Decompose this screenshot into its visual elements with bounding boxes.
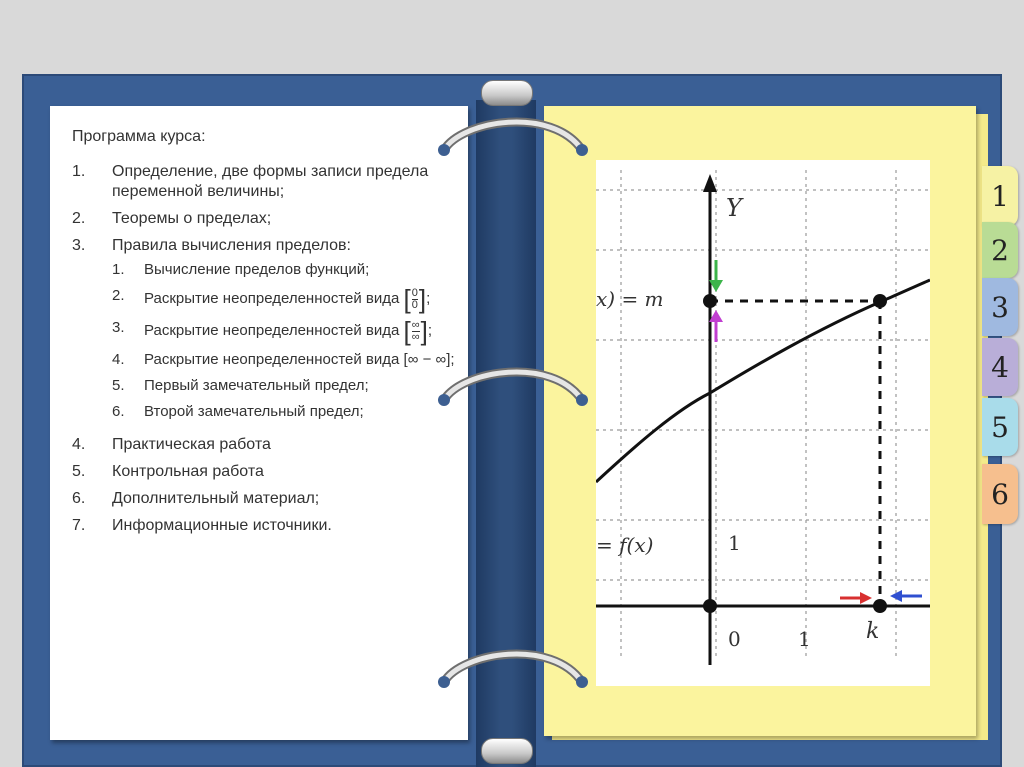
tab-1-label: 1 <box>991 179 1009 213</box>
left-page <box>50 106 468 740</box>
program-item-4[interactable] <box>72 435 458 455</box>
fraction-bottom: 0 <box>411 298 418 311</box>
sub-number: 6. <box>112 403 125 420</box>
list-text: Правила вычисления пределов: <box>112 237 351 254</box>
tab-3[interactable] <box>982 278 1018 336</box>
sub-tail: ; <box>427 321 433 339</box>
limit-graph-svg <box>596 160 930 686</box>
tab-5-label: 5 <box>991 410 1009 444</box>
bracket-left: [ <box>403 284 411 314</box>
list-text: Практическая работа <box>112 436 271 453</box>
tab-4-label: 4 <box>991 350 1009 384</box>
program-item-5[interactable] <box>72 462 458 482</box>
fraction-top: 0 <box>411 286 418 299</box>
sub-number: 5. <box>112 377 125 394</box>
sub-item-6[interactable] <box>112 402 458 422</box>
sub-item-3[interactable] <box>112 318 458 344</box>
limit-label: x) = m <box>596 287 664 311</box>
sub-list <box>112 260 458 422</box>
sub-item-2[interactable] <box>112 286 458 312</box>
tab-4[interactable] <box>982 338 1018 396</box>
program-item-7[interactable] <box>72 516 458 536</box>
fraction-top: ∞ <box>411 318 420 331</box>
tab-6-label: 6 <box>991 477 1009 511</box>
binder-ring-top-icon <box>432 106 602 176</box>
limit-graph <box>596 160 930 686</box>
sub-text: Раскрытие неопределенностей вида <box>144 289 400 307</box>
tab-2-label: 2 <box>991 233 1009 267</box>
sub-text-wrap <box>144 286 430 312</box>
arrow-left-blue-icon <box>890 590 922 602</box>
list-text: Определение, две формы записи предела переменной величины; <box>112 163 429 200</box>
list-text: Дополнительный материал; <box>112 490 320 507</box>
sub-text: Раскрытие неопределенностей вида <box>144 321 400 339</box>
program-item-3[interactable] <box>72 236 458 428</box>
tab-3-label: 3 <box>991 290 1009 324</box>
list-text: Контрольная работа <box>112 463 264 480</box>
program-item-2[interactable] <box>72 209 458 229</box>
sub-number: 1. <box>112 261 125 278</box>
unit-y-label: 1 <box>728 531 741 555</box>
bracket-right: ] <box>420 316 428 346</box>
function-label: = f(x) <box>596 533 654 557</box>
list-text-wrap <box>112 236 458 428</box>
program-item-6[interactable] <box>72 489 458 509</box>
k-label: k <box>866 619 880 644</box>
tab-5[interactable] <box>982 398 1018 456</box>
fraction <box>411 288 419 311</box>
point-k <box>873 599 887 613</box>
unit-x-label: 1 <box>798 627 811 651</box>
tab-6[interactable] <box>982 464 1018 524</box>
program-title: Программа курса: <box>72 128 206 145</box>
program-list <box>72 162 458 536</box>
point-m <box>703 294 717 308</box>
list-text: Информационные источники. <box>112 517 332 534</box>
spine-knob-bottom <box>481 738 533 764</box>
sub-number: 4. <box>112 351 125 368</box>
list-number: 1. <box>72 163 86 180</box>
list-number: 2. <box>72 210 86 227</box>
origin-label: 0 <box>728 627 741 651</box>
fraction-inf-over-inf <box>404 318 428 344</box>
fraction-bottom: ∞ <box>411 330 420 343</box>
list-number: 5. <box>72 463 86 480</box>
point-origin <box>703 599 717 613</box>
list-number: 3. <box>72 237 86 254</box>
tab-2[interactable] <box>982 222 1018 278</box>
list-number: 6. <box>72 490 86 507</box>
point-limit <box>873 294 887 308</box>
y-axis-arrow-icon <box>703 174 717 192</box>
list-number: 4. <box>72 436 86 453</box>
binder-ring-bottom-icon <box>432 638 602 708</box>
sub-item-4[interactable] <box>112 350 458 370</box>
arrow-right-red-icon <box>840 592 872 604</box>
sub-number: 3. <box>112 319 125 336</box>
sub-tail: ; <box>426 289 431 307</box>
bracket-right: ] <box>418 284 427 314</box>
sub-item-5[interactable] <box>112 376 458 396</box>
sub-text: Раскрытие неопределенностей вида [∞ − ∞]; <box>144 351 455 368</box>
fraction-zero-over-zero <box>404 286 427 312</box>
sub-text: Первый замечательный предел; <box>144 377 369 394</box>
list-number: 7. <box>72 517 86 534</box>
program-item-1[interactable] <box>72 162 458 202</box>
bracket-left: [ <box>403 316 411 346</box>
y-axis-label: Y <box>726 194 742 222</box>
course-program <box>72 128 458 543</box>
sub-text: Вычисление пределов функций; <box>144 261 370 278</box>
sub-item-1[interactable] <box>112 260 458 280</box>
list-text: Теоремы о пределах; <box>112 210 272 227</box>
sub-text-wrap <box>144 318 432 344</box>
fraction <box>411 320 421 343</box>
spine-knob-top <box>481 80 533 106</box>
binder-ring-middle-icon <box>432 356 602 426</box>
sub-text: Второй замечательный предел; <box>144 403 364 420</box>
tab-1[interactable] <box>982 166 1018 226</box>
sub-number: 2. <box>112 287 125 304</box>
